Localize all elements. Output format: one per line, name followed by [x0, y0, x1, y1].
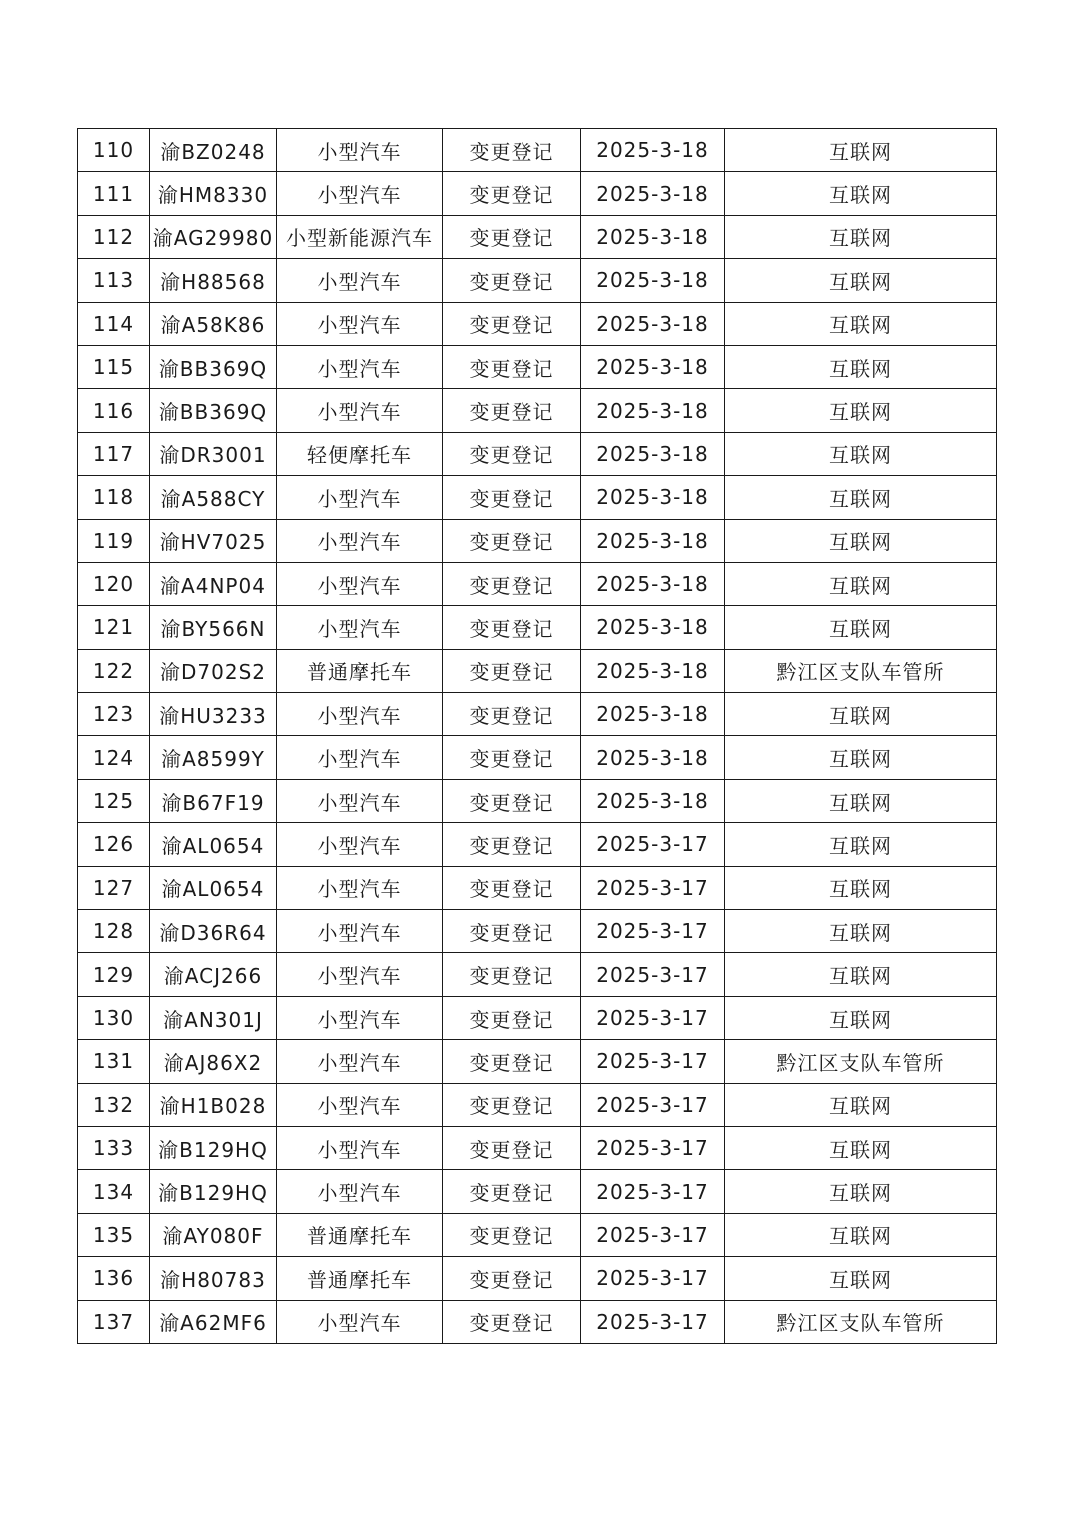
- date-cell: 2025-3-18: [581, 302, 725, 345]
- plate-number-cell: 渝AG29980: [150, 215, 277, 258]
- table-row: [78, 823, 997, 866]
- plate-number-cell: 渝BZ0248: [150, 129, 277, 172]
- table-row: [78, 476, 997, 519]
- office-cell: 互联网: [725, 1213, 997, 1256]
- plate-number-cell: 渝H80783: [150, 1257, 277, 1300]
- business-type-cell: 变更登记: [443, 562, 581, 605]
- seq-number-cell: 117: [78, 432, 150, 475]
- vehicle-type-cell: 轻便摩托车: [277, 432, 443, 475]
- date-cell: 2025-3-17: [581, 910, 725, 953]
- plate-number-cell: 渝HU3233: [150, 693, 277, 736]
- date-cell: 2025-3-18: [581, 215, 725, 258]
- vehicle-type-cell: 小型汽车: [277, 172, 443, 215]
- date-cell: 2025-3-18: [581, 519, 725, 562]
- vehicle-type-cell: 普通摩托车: [277, 1213, 443, 1256]
- vehicle-type-cell: 小型汽车: [277, 736, 443, 779]
- office-cell: 互联网: [725, 1083, 997, 1126]
- date-cell: 2025-3-18: [581, 129, 725, 172]
- table-row: [78, 302, 997, 345]
- date-cell: 2025-3-18: [581, 649, 725, 692]
- date-cell: 2025-3-18: [581, 432, 725, 475]
- vehicle-type-cell: 小型新能源汽车: [277, 215, 443, 258]
- table-row: [78, 1170, 997, 1213]
- date-cell: 2025-3-18: [581, 345, 725, 388]
- table-row: [78, 996, 997, 1039]
- date-cell: 2025-3-18: [581, 736, 725, 779]
- vehicle-type-cell: 小型汽车: [277, 345, 443, 388]
- office-cell: 互联网: [725, 736, 997, 779]
- table-row: [78, 1257, 997, 1300]
- plate-number-cell: 渝A62MF6: [150, 1300, 277, 1343]
- office-cell: 互联网: [725, 302, 997, 345]
- office-cell: 互联网: [725, 779, 997, 822]
- plate-number-cell: 渝A588CY: [150, 476, 277, 519]
- vehicle-type-cell: 普通摩托车: [277, 1257, 443, 1300]
- plate-number-cell: 渝BY566N: [150, 606, 277, 649]
- office-cell: 互联网: [725, 606, 997, 649]
- date-cell: 2025-3-18: [581, 779, 725, 822]
- office-cell: 互联网: [725, 1257, 997, 1300]
- seq-number-cell: 116: [78, 389, 150, 432]
- table-row: [78, 259, 997, 302]
- vehicle-type-cell: 小型汽车: [277, 996, 443, 1039]
- plate-number-cell: 渝AL0654: [150, 866, 277, 909]
- office-cell: 互联网: [725, 866, 997, 909]
- office-cell: 互联网: [725, 432, 997, 475]
- plate-number-cell: 渝DR3001: [150, 432, 277, 475]
- seq-number-cell: 121: [78, 606, 150, 649]
- date-cell: 2025-3-18: [581, 606, 725, 649]
- date-cell: 2025-3-17: [581, 1257, 725, 1300]
- date-cell: 2025-3-18: [581, 693, 725, 736]
- plate-number-cell: 渝BB369Q: [150, 389, 277, 432]
- plate-number-cell: 渝A4NP04: [150, 562, 277, 605]
- business-type-cell: 变更登记: [443, 996, 581, 1039]
- vehicle-type-cell: 小型汽车: [277, 1126, 443, 1169]
- plate-number-cell: 渝B129HQ: [150, 1126, 277, 1169]
- business-type-cell: 变更登记: [443, 302, 581, 345]
- date-cell: 2025-3-17: [581, 1040, 725, 1083]
- business-type-cell: 变更登记: [443, 1257, 581, 1300]
- table-row: [78, 953, 997, 996]
- seq-number-cell: 115: [78, 345, 150, 388]
- date-cell: 2025-3-17: [581, 1083, 725, 1126]
- business-type-cell: 变更登记: [443, 432, 581, 475]
- vehicle-type-cell: 小型汽车: [277, 389, 443, 432]
- office-cell: 互联网: [725, 519, 997, 562]
- business-type-cell: 变更登记: [443, 1170, 581, 1213]
- seq-number-cell: 130: [78, 996, 150, 1039]
- office-cell: 互联网: [725, 172, 997, 215]
- business-type-cell: 变更登记: [443, 823, 581, 866]
- plate-number-cell: 渝AN301J: [150, 996, 277, 1039]
- office-cell: 互联网: [725, 345, 997, 388]
- business-type-cell: 变更登记: [443, 1300, 581, 1343]
- registration-table: [77, 128, 997, 1344]
- vehicle-type-cell: 小型汽车: [277, 476, 443, 519]
- vehicle-type-cell: 小型汽车: [277, 1083, 443, 1126]
- table-row: [78, 1083, 997, 1126]
- office-cell: 互联网: [725, 129, 997, 172]
- date-cell: 2025-3-17: [581, 1300, 725, 1343]
- table-body: [78, 129, 997, 1344]
- seq-number-cell: 127: [78, 866, 150, 909]
- vehicle-type-cell: 小型汽车: [277, 953, 443, 996]
- table-row: [78, 172, 997, 215]
- seq-number-cell: 120: [78, 562, 150, 605]
- plate-number-cell: 渝AY080F: [150, 1213, 277, 1256]
- plate-number-cell: 渝A58K86: [150, 302, 277, 345]
- office-cell: 互联网: [725, 476, 997, 519]
- seq-number-cell: 136: [78, 1257, 150, 1300]
- office-cell: 互联网: [725, 1170, 997, 1213]
- seq-number-cell: 113: [78, 259, 150, 302]
- seq-number-cell: 112: [78, 215, 150, 258]
- vehicle-type-cell: 小型汽车: [277, 129, 443, 172]
- seq-number-cell: 126: [78, 823, 150, 866]
- date-cell: 2025-3-18: [581, 389, 725, 432]
- table-row: [78, 389, 997, 432]
- plate-number-cell: 渝AL0654: [150, 823, 277, 866]
- table-row: [78, 779, 997, 822]
- vehicle-type-cell: 小型汽车: [277, 910, 443, 953]
- business-type-cell: 变更登记: [443, 259, 581, 302]
- office-cell: 黔江区支队车管所: [725, 1300, 997, 1343]
- seq-number-cell: 135: [78, 1213, 150, 1256]
- table-row: [78, 1126, 997, 1169]
- date-cell: 2025-3-17: [581, 996, 725, 1039]
- date-cell: 2025-3-17: [581, 823, 725, 866]
- office-cell: 黔江区支队车管所: [725, 1040, 997, 1083]
- seq-number-cell: 110: [78, 129, 150, 172]
- plate-number-cell: 渝ACJ266: [150, 953, 277, 996]
- office-cell: 互联网: [725, 953, 997, 996]
- table-row: [78, 129, 997, 172]
- business-type-cell: 变更登记: [443, 1040, 581, 1083]
- seq-number-cell: 129: [78, 953, 150, 996]
- business-type-cell: 变更登记: [443, 910, 581, 953]
- vehicle-type-cell: 小型汽车: [277, 259, 443, 302]
- plate-number-cell: 渝AJ86X2: [150, 1040, 277, 1083]
- vehicle-type-cell: 小型汽车: [277, 1300, 443, 1343]
- vehicle-type-cell: 小型汽车: [277, 779, 443, 822]
- vehicle-type-cell: 小型汽车: [277, 302, 443, 345]
- seq-number-cell: 134: [78, 1170, 150, 1213]
- business-type-cell: 变更登记: [443, 693, 581, 736]
- seq-number-cell: 128: [78, 910, 150, 953]
- seq-number-cell: 114: [78, 302, 150, 345]
- table-row: [78, 910, 997, 953]
- business-type-cell: 变更登记: [443, 129, 581, 172]
- business-type-cell: 变更登记: [443, 649, 581, 692]
- office-cell: 互联网: [725, 996, 997, 1039]
- office-cell: 互联网: [725, 259, 997, 302]
- date-cell: 2025-3-18: [581, 562, 725, 605]
- table-row: [78, 866, 997, 909]
- plate-number-cell: 渝B67F19: [150, 779, 277, 822]
- date-cell: 2025-3-17: [581, 1213, 725, 1256]
- date-cell: 2025-3-18: [581, 172, 725, 215]
- seq-number-cell: 124: [78, 736, 150, 779]
- seq-number-cell: 118: [78, 476, 150, 519]
- table-row: [78, 649, 997, 692]
- business-type-cell: 变更登记: [443, 389, 581, 432]
- plate-number-cell: 渝A8599Y: [150, 736, 277, 779]
- table-row: [78, 693, 997, 736]
- vehicle-type-cell: 小型汽车: [277, 823, 443, 866]
- seq-number-cell: 133: [78, 1126, 150, 1169]
- business-type-cell: 变更登记: [443, 1126, 581, 1169]
- business-type-cell: 变更登记: [443, 1083, 581, 1126]
- business-type-cell: 变更登记: [443, 345, 581, 388]
- date-cell: 2025-3-17: [581, 866, 725, 909]
- date-cell: 2025-3-17: [581, 1126, 725, 1169]
- business-type-cell: 变更登记: [443, 476, 581, 519]
- business-type-cell: 变更登记: [443, 736, 581, 779]
- business-type-cell: 变更登记: [443, 606, 581, 649]
- date-cell: 2025-3-17: [581, 1170, 725, 1213]
- plate-number-cell: 渝D36R64: [150, 910, 277, 953]
- plate-number-cell: 渝HM8330: [150, 172, 277, 215]
- seq-number-cell: 111: [78, 172, 150, 215]
- business-type-cell: 变更登记: [443, 519, 581, 562]
- table-row: [78, 736, 997, 779]
- seq-number-cell: 123: [78, 693, 150, 736]
- table-row: [78, 562, 997, 605]
- table-row: [78, 1040, 997, 1083]
- office-cell: 互联网: [725, 215, 997, 258]
- business-type-cell: 变更登记: [443, 866, 581, 909]
- vehicle-type-cell: 小型汽车: [277, 1040, 443, 1083]
- date-cell: 2025-3-18: [581, 476, 725, 519]
- business-type-cell: 变更登记: [443, 779, 581, 822]
- table-row: [78, 606, 997, 649]
- table-row: [78, 215, 997, 258]
- vehicle-type-cell: 小型汽车: [277, 562, 443, 605]
- business-type-cell: 变更登记: [443, 172, 581, 215]
- vehicle-type-cell: 小型汽车: [277, 866, 443, 909]
- business-type-cell: 变更登记: [443, 215, 581, 258]
- plate-number-cell: 渝B129HQ: [150, 1170, 277, 1213]
- table-row: [78, 1300, 997, 1343]
- date-cell: 2025-3-18: [581, 259, 725, 302]
- seq-number-cell: 122: [78, 649, 150, 692]
- plate-number-cell: 渝D702S2: [150, 649, 277, 692]
- office-cell: 互联网: [725, 389, 997, 432]
- seq-number-cell: 132: [78, 1083, 150, 1126]
- office-cell: 互联网: [725, 693, 997, 736]
- office-cell: 互联网: [725, 1126, 997, 1169]
- vehicle-type-cell: 小型汽车: [277, 606, 443, 649]
- vehicle-type-cell: 小型汽车: [277, 1170, 443, 1213]
- plate-number-cell: 渝H88568: [150, 259, 277, 302]
- seq-number-cell: 125: [78, 779, 150, 822]
- vehicle-type-cell: 小型汽车: [277, 519, 443, 562]
- vehicle-type-cell: 普通摩托车: [277, 649, 443, 692]
- table-row: [78, 1213, 997, 1256]
- seq-number-cell: 119: [78, 519, 150, 562]
- plate-number-cell: 渝H1B028: [150, 1083, 277, 1126]
- office-cell: 互联网: [725, 562, 997, 605]
- table-row: [78, 519, 997, 562]
- plate-number-cell: 渝HV7025: [150, 519, 277, 562]
- plate-number-cell: 渝BB369Q: [150, 345, 277, 388]
- vehicle-type-cell: 小型汽车: [277, 693, 443, 736]
- office-cell: 互联网: [725, 910, 997, 953]
- office-cell: 黔江区支队车管所: [725, 649, 997, 692]
- business-type-cell: 变更登记: [443, 953, 581, 996]
- business-type-cell: 变更登记: [443, 1213, 581, 1256]
- date-cell: 2025-3-17: [581, 953, 725, 996]
- office-cell: 互联网: [725, 823, 997, 866]
- table-row: [78, 345, 997, 388]
- seq-number-cell: 137: [78, 1300, 150, 1343]
- table-row: [78, 432, 997, 475]
- seq-number-cell: 131: [78, 1040, 150, 1083]
